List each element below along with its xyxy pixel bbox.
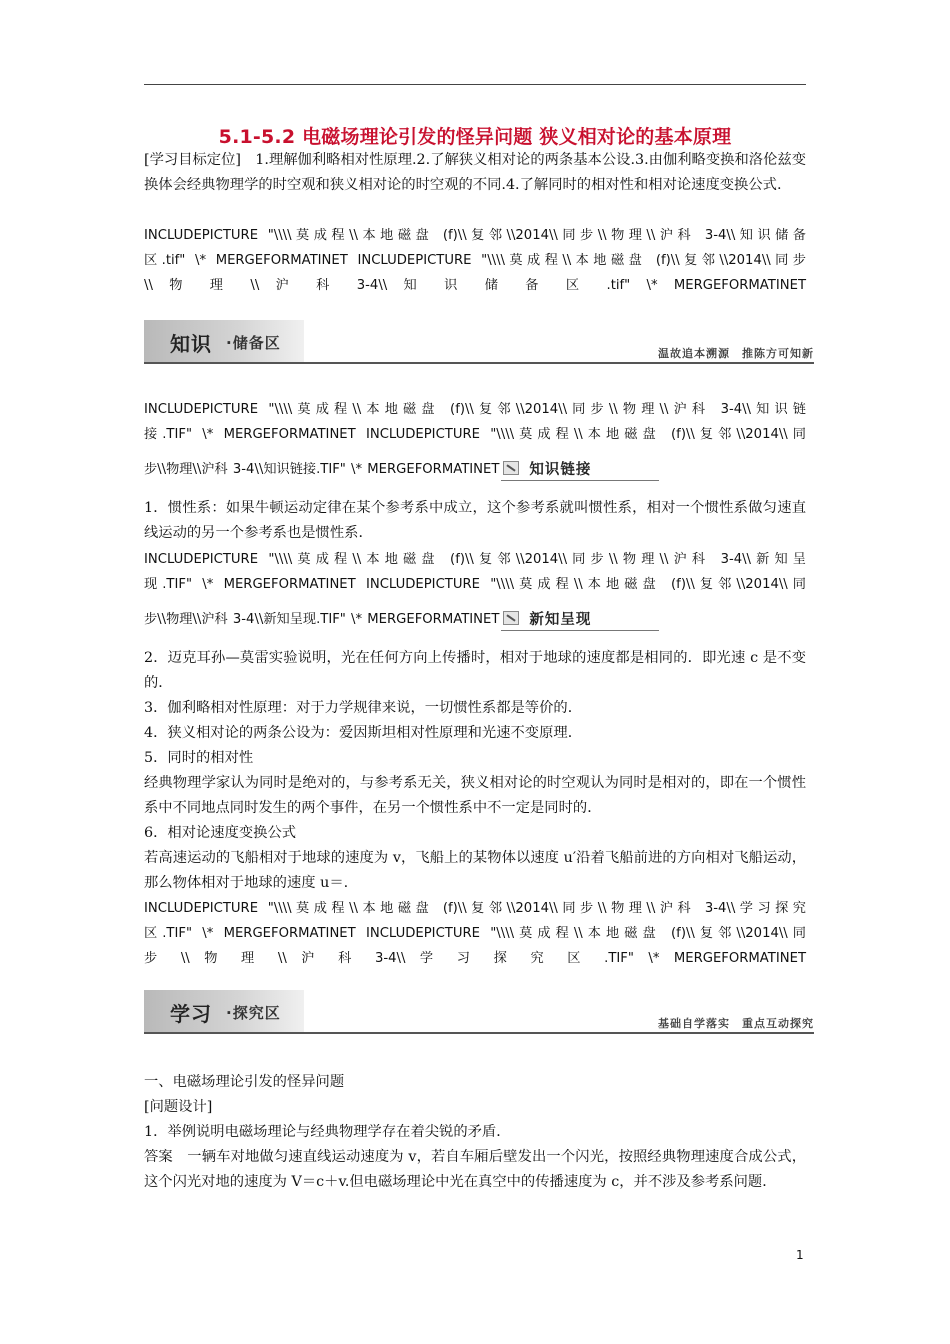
section-banner-study xyxy=(144,990,814,1034)
field-code-line: INCLUDEPICTURE "\\\\莫成程\\本地磁盘 (f)\\复邻\\2014\\同步\\物理\\沪科 3-4\\知识储备 xyxy=(144,228,806,243)
item-1-block xyxy=(144,496,806,546)
item-4: 4．狭义相对论的两条公设为：爱因斯坦相对性原理和光速不变原理． xyxy=(144,725,582,741)
field-code-line: 接.TIF" \* MERGEFORMATINET INCLUDEPICTURE "\\\\莫成程\\本地磁盘 (f)\\复邻\\2014\\同 xyxy=(144,427,806,442)
field-code-block-1 xyxy=(144,223,806,298)
item-1: 1．惯性系：如果牛顿运动定律在某个参考系中成立，这个参考系就叫惯性系，相对一个惯性系做匀速直线运动的另一个参考系也是惯性系． xyxy=(144,500,806,541)
item-6-body: 若高速运动的飞船相对于地球的速度为 v，飞船上的某物体以速度 u′沿着飞船前进的方向相对飞船运动，那么物体相对于地球的速度 u＝. xyxy=(144,850,806,891)
banner-subheading: ·储备区 xyxy=(226,334,281,352)
item-5: 5．同时的相对性 xyxy=(144,750,254,766)
field-code-line-with-tag xyxy=(144,607,806,632)
banner-slogan: 基础自学落实 重点互动探究 xyxy=(658,1017,814,1030)
banner-rule xyxy=(144,1032,814,1034)
field-code-line: 步 \\ 物 理 \\ 沪 科 3-4\\ 学 习 探 究 区 .TIF" \* MERGEFORMATINET xyxy=(144,951,806,966)
section-banner-knowledge xyxy=(144,320,814,364)
tag-underline xyxy=(501,630,659,631)
field-code-text: 步\\物理\\沪科 3-4\\新知呈现.TIF" \* MERGEFORMATINET xyxy=(144,612,500,627)
field-code-line: INCLUDEPICTURE "\\\\莫成程\\本地磁盘 (f)\\复邻\\2014\\同步\\物理\\沪科 3-4\\学习探究 xyxy=(144,901,806,916)
arrow-box-icon xyxy=(503,461,519,475)
item-2: 2．迈克耳孙—莫雷实验说明，光在任何方向上传播时，相对于地球的速度都是相同的．即光速 c 是不变的． xyxy=(144,650,806,691)
banner-heading: 学习 xyxy=(170,1002,212,1026)
section-heading: 一、电磁场理论引发的怪异问题 xyxy=(144,1074,345,1090)
banner-rule xyxy=(144,362,814,364)
field-code-block-3 xyxy=(144,547,806,632)
arrow-box-icon xyxy=(503,611,519,625)
page-number: 1 xyxy=(796,1248,804,1262)
field-code-line: \\ 物 理 \\ 沪 科 3-4\\ 知 识 储 备 区 .tif" \* MERGEFORMATINET xyxy=(144,278,806,293)
knowledge-link-tag xyxy=(501,459,659,479)
tag-underline xyxy=(501,480,659,481)
banner-heading: 知识 xyxy=(170,332,212,356)
answer-1: 答案 一辆车对地做匀速直线运动速度为 v，若自车厢后壁发出一个闪光，按照经典物理速度合成公式，这个闪光对地的速度为 V＝c＋v.但电磁场理论中光在真空中的传播速度为 c，并不涉及参考系问题． xyxy=(144,1149,806,1190)
new-knowledge-tag xyxy=(501,609,659,629)
tag-label: 新知呈现 xyxy=(529,612,592,628)
field-code-line: 区.TIF" \* MERGEFORMATINET INCLUDEPICTURE "\\\\莫成程\\本地磁盘 (f)\\复邻\\2014\\同 xyxy=(144,926,806,941)
document-title: 5.1-5.2 电磁场理论引发的怪异问题 狭义相对论的基本原理 xyxy=(218,126,732,148)
section-one-block xyxy=(144,1070,806,1195)
item-6: 6．相对论速度变换公式 xyxy=(144,825,297,841)
tag-label: 知识链接 xyxy=(529,462,592,478)
field-code-line: 现.TIF" \* MERGEFORMATINET INCLUDEPICTURE "\\\\莫成程\\本地磁盘 (f)\\复邻\\2014\\同 xyxy=(144,577,806,592)
banner-subheading: ·探究区 xyxy=(226,1004,281,1022)
banner-slogan: 温故追本溯源 推陈方可知新 xyxy=(658,347,814,360)
field-code-block-2 xyxy=(144,397,806,482)
field-code-line: INCLUDEPICTURE "\\\\莫成程\\本地磁盘 (f)\\复邻\\2014\\同步\\物理\\沪科 3-4\\新知呈 xyxy=(144,552,806,567)
field-code-block-4 xyxy=(144,896,806,971)
question-1: 1．举例说明电磁场理论与经典物理学存在着尖锐的矛盾． xyxy=(144,1124,511,1140)
problem-design-label: [问题设计] xyxy=(144,1099,213,1115)
field-code-line: 区.tif" \* MERGEFORMATINET INCLUDEPICTURE "\\\\莫成程\\本地磁盘 (f)\\复邻\\2014\\同步 xyxy=(144,253,806,268)
items-block xyxy=(144,646,806,896)
learning-objectives: [学习目标定位] 1.理解伽利略相对性原理.2.了解狭义相对论的两条基本公设.3.由伽利略变换和洛伦兹变换体会经典物理学的时空观和狭义相对论的时空观的不同.4.了解同时的相对性和相对论速度变换公式. xyxy=(144,152,806,193)
field-code-line-with-tag xyxy=(144,457,806,482)
item-3: 3．伽利略相对性原理：对于力学规律来说，一切惯性系都是等价的． xyxy=(144,700,582,716)
field-code-text: 步\\物理\\沪科 3-4\\知识链接.TIF" \* MERGEFORMATINET xyxy=(144,462,500,477)
field-code-line: INCLUDEPICTURE "\\\\莫成程\\本地磁盘 (f)\\复邻\\2014\\同步\\物理\\沪科 3-4\\知识链 xyxy=(144,402,806,417)
item-5-body: 经典物理学家认为同时是绝对的，与参考系无关，狭义相对论的时空观认为同时是相对的，即在一个惯性系中不同地点同时发生的两个事件，在另一个惯性系中不一定是同时的． xyxy=(144,775,806,816)
header-rule xyxy=(144,84,806,85)
objectives-block xyxy=(144,148,806,198)
